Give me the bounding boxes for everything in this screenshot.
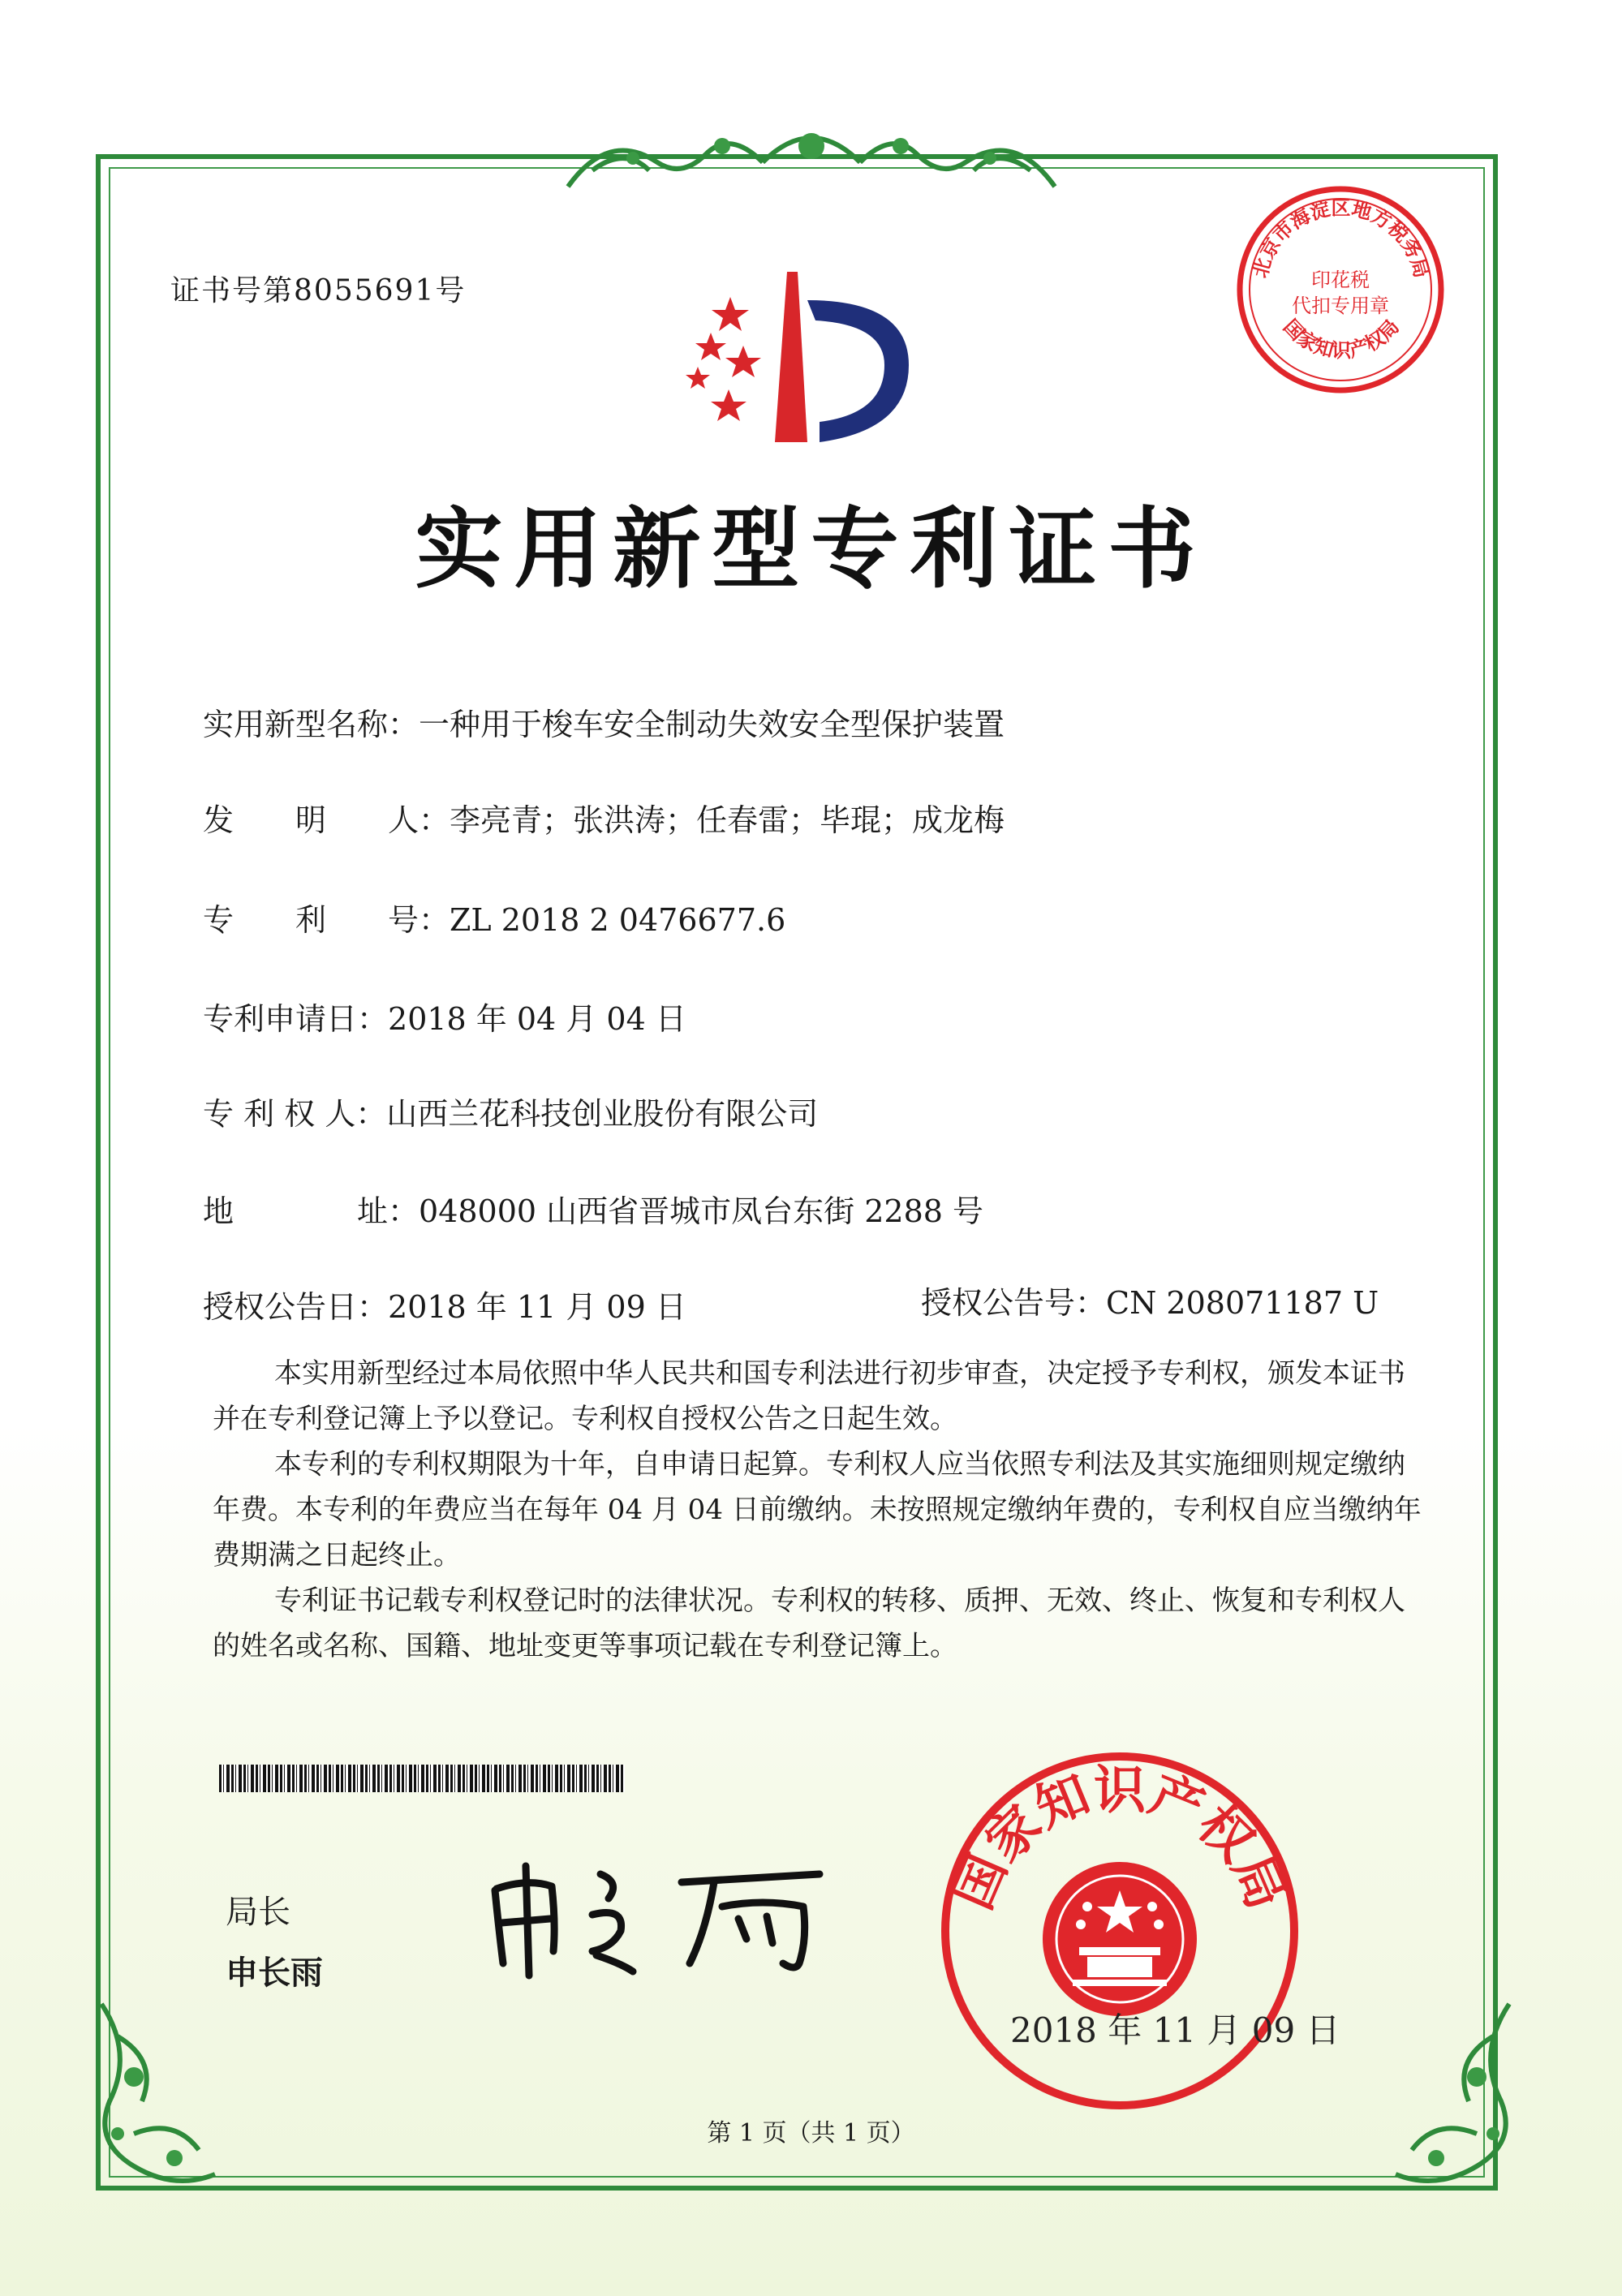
tax-stamp-bottom-text: 国家知识产权局 [1279, 315, 1404, 363]
paragraph-2: 本专利的专利权期限为十年，自申请日起算。专利权人应当依照专利法及其实施细则规定缴纳年费。本专利的年费应当在每年 04 月 04 日前缴纳。未按照规定缴纳年费的，专利权自应当缴纳年费期满之日起终止。 [213, 1448, 1422, 1572]
field-grant-date [203, 1282, 686, 1326]
bottom-left-ornament [85, 1988, 280, 2199]
grant-date-label: 授权公告日： [203, 1289, 389, 1325]
cnipa-logo-icon [665, 268, 925, 462]
office-seal-ring-text: 国家知识产权局 [943, 1761, 1297, 1918]
field-patent-number [203, 895, 785, 939]
grant-date-value: 2018 年 11 月 09 日 [388, 1289, 686, 1325]
office-seal [933, 1744, 1306, 2118]
seal-date: 2018 年 11 月 09 日 [1010, 2010, 1340, 2050]
name-label: 实用新型名称： [203, 707, 419, 742]
field-address [203, 1186, 983, 1231]
apply-date-label: 专利申请日： [203, 1001, 389, 1037]
field-patentee [203, 1089, 818, 1133]
tax-stamp-line2: 代扣专用章 [1292, 295, 1389, 317]
inventor-value: 李亮青；张洪涛；任春雷；毕琨；成龙梅 [450, 802, 1005, 838]
address-value: 048000 山西省晋城市凤台东街 2288 号 [419, 1193, 984, 1229]
director-signature [479, 1842, 852, 1980]
inventor-label: 发 明 人： [203, 802, 450, 838]
grant-no-label: 授权公告号： [921, 1285, 1107, 1321]
director-title: 局长 [226, 1894, 290, 1931]
address-label: 地 址： [203, 1193, 419, 1229]
director-name: 申长雨 [226, 1954, 323, 1992]
tax-stamp [1233, 183, 1448, 398]
paragraph-1: 本实用新型经过本局依照中华人民共和国专利法进行初步审查，决定授予专利权，颁发本证书并在专利登记簿上予以登记。专利权自授权公告之日起生效。 [213, 1357, 1405, 1435]
field-application-date [203, 994, 686, 1038]
field-grant-number [921, 1278, 1379, 1322]
cert-no-suffix: 号 [435, 274, 467, 307]
grant-no-value: CN 208071187 U [1106, 1285, 1379, 1321]
patent-no-value: ZL 2018 2 0476677.6 [450, 902, 786, 938]
holder-value: 山西兰花科技创业股份有限公司 [386, 1096, 819, 1132]
certificate-number [170, 268, 466, 309]
tax-stamp-line1: 印花税 [1311, 269, 1370, 291]
national-emblem-icon [1043, 1862, 1197, 2016]
cert-no-label: 证书号第 [170, 274, 295, 307]
apply-date-value: 2018 年 04 月 04 日 [388, 1001, 686, 1037]
tax-stamp-ring-text: 北京市海淀区地方税务局 [1248, 196, 1434, 281]
bottom-right-ornament [1331, 1988, 1525, 2199]
patent-no-label: 专 利 号： [203, 902, 450, 938]
page-number: 第 1 页（共 1 页） [707, 2119, 915, 2148]
certificate-title: 实用新型专利证书 [415, 498, 1207, 600]
holder-label: 专 利 权 人： [203, 1096, 387, 1132]
barcode [219, 1765, 625, 1792]
paragraph-3: 专利证书记载专利权登记时的法律状况。专利权的转移、质押、无效、终止、恢复和专利权人的姓名或名称、国籍、地址变更等事项记载在专利登记簿上。 [213, 1584, 1405, 1662]
top-ornament [560, 114, 1063, 203]
legal-text [213, 1351, 1430, 1669]
cert-no-value: 8055691 [294, 274, 436, 307]
name-value: 一种用于梭车安全制动失效安全型保护装置 [419, 707, 1005, 742]
field-utility-model-name [203, 699, 1005, 744]
field-inventor [203, 795, 1005, 840]
